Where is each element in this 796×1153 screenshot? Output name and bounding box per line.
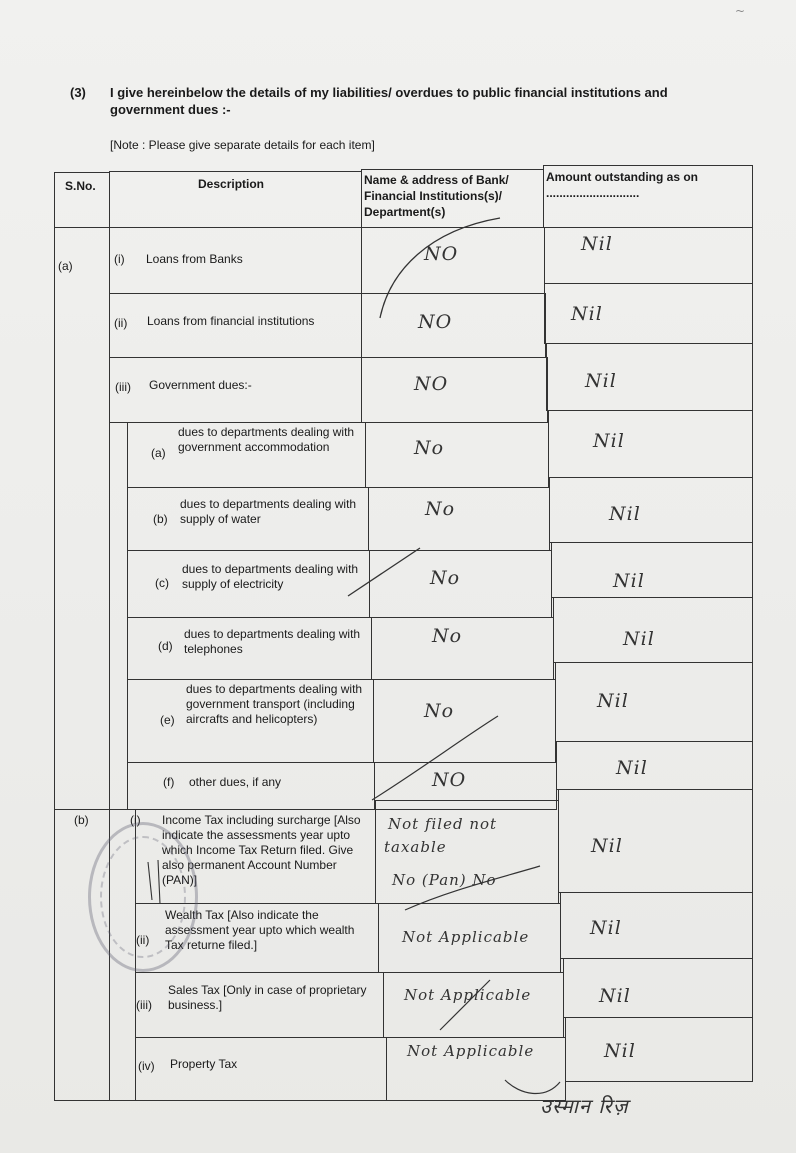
row-description: dues to departments dealing with supply of water (180, 497, 357, 526)
handwritten-amount: Nil (581, 233, 613, 255)
handwritten-amount: Nil (616, 757, 648, 779)
handwritten-name-line: Not filed not (388, 815, 498, 833)
sub-label: (c) (155, 576, 169, 590)
sub-label: (f) (163, 775, 175, 789)
sub-label: (a) (151, 446, 166, 460)
section-heading-text: I give hereinbelow the details of my liabilities/ overdues to public financial institutions and government dues :- (110, 85, 668, 117)
row-description: dues to departments dealing with government transport (including aircrafts and helicopters) (186, 682, 363, 726)
sno-a: (a) (58, 259, 73, 273)
section-note: [Note : Please give separate details for each item] (110, 138, 375, 152)
sub-label: (iii) (115, 380, 131, 394)
sub-label: (ii) (114, 316, 128, 330)
signature: उस्मान रिज़ (540, 1094, 629, 1118)
row-description: Income Tax including surcharge [Also indicate the assessments year upto which Income Tax Return filed. Give also permanent Account Number (PAN)] (162, 813, 361, 887)
handwritten-amount: Nil (604, 1040, 636, 1062)
handwritten-amount: Nil (590, 917, 622, 939)
header-description: Description (198, 177, 265, 191)
row-description: dues to departments dealing with supply of electricity (182, 562, 359, 591)
handwritten-amount: Nil (585, 370, 617, 392)
handwritten-amount: Nil (623, 628, 655, 650)
sub-label: (ii) (136, 933, 150, 947)
handwritten-name: NO (414, 373, 449, 395)
corner-scribble: ~ (735, 4, 746, 18)
row-description: Property Tax (170, 1057, 238, 1071)
sub-label: (d) (158, 639, 173, 653)
header-sno: S.No. (65, 179, 96, 193)
handwritten-amount: Nil (609, 503, 641, 525)
row-description: other dues, if any (189, 775, 282, 789)
handwritten-amount: Nil (599, 985, 631, 1007)
handwritten-name: NO (424, 243, 459, 265)
row-description: Government dues:- (149, 378, 252, 392)
header-name-address: Name & address of Bank/ Financial Institutions(s)/ Department(s) (364, 173, 509, 219)
handwritten-name: NO (432, 769, 467, 791)
handwritten-amount: Nil (593, 430, 625, 452)
handwritten-name: Not Applicable (407, 1042, 535, 1060)
row-description: Sales Tax [Only in case of proprietary business.] (168, 983, 367, 1012)
handwritten-name: No (424, 700, 455, 722)
row-description: dues to departments dealing with government accommodation (178, 425, 355, 454)
handwritten-amount: Nil (597, 690, 629, 712)
row-description: Wealth Tax [Also indicate the assessment year upto which wealth Tax returne filed.] (165, 908, 355, 952)
handwritten-name: No (425, 498, 456, 520)
handwritten-name: Not Applicable (404, 986, 532, 1004)
row-description: Loans from Banks (146, 252, 243, 266)
sub-label: (iii) (136, 998, 152, 1012)
handwritten-name: No (432, 625, 463, 647)
handwritten-name: No (430, 567, 461, 589)
handwritten-name-line: No (Pan) No (392, 871, 497, 889)
sub-label: (i) (130, 813, 141, 827)
handwritten-name: NO (418, 311, 453, 333)
row-description: dues to departments dealing with telephones (184, 627, 361, 656)
section-number: (3) (70, 85, 86, 100)
header-amount: Amount outstanding as on ............................ (546, 170, 698, 200)
sub-label: (i) (114, 252, 125, 266)
handwritten-amount: Nil (571, 303, 603, 325)
sub-label: (b) (153, 512, 168, 526)
sub-label: (e) (160, 713, 175, 727)
handwritten-name: Not Applicable (402, 928, 530, 946)
handwritten-name-line: taxable (384, 838, 447, 856)
sub-label: (iv) (138, 1059, 155, 1073)
handwritten-amount: Nil (591, 835, 623, 857)
handwritten-name: No (414, 437, 445, 459)
row-description: Loans from financial institutions (147, 314, 315, 328)
sno-b: (b) (74, 813, 89, 827)
handwritten-amount: Nil (613, 570, 645, 592)
